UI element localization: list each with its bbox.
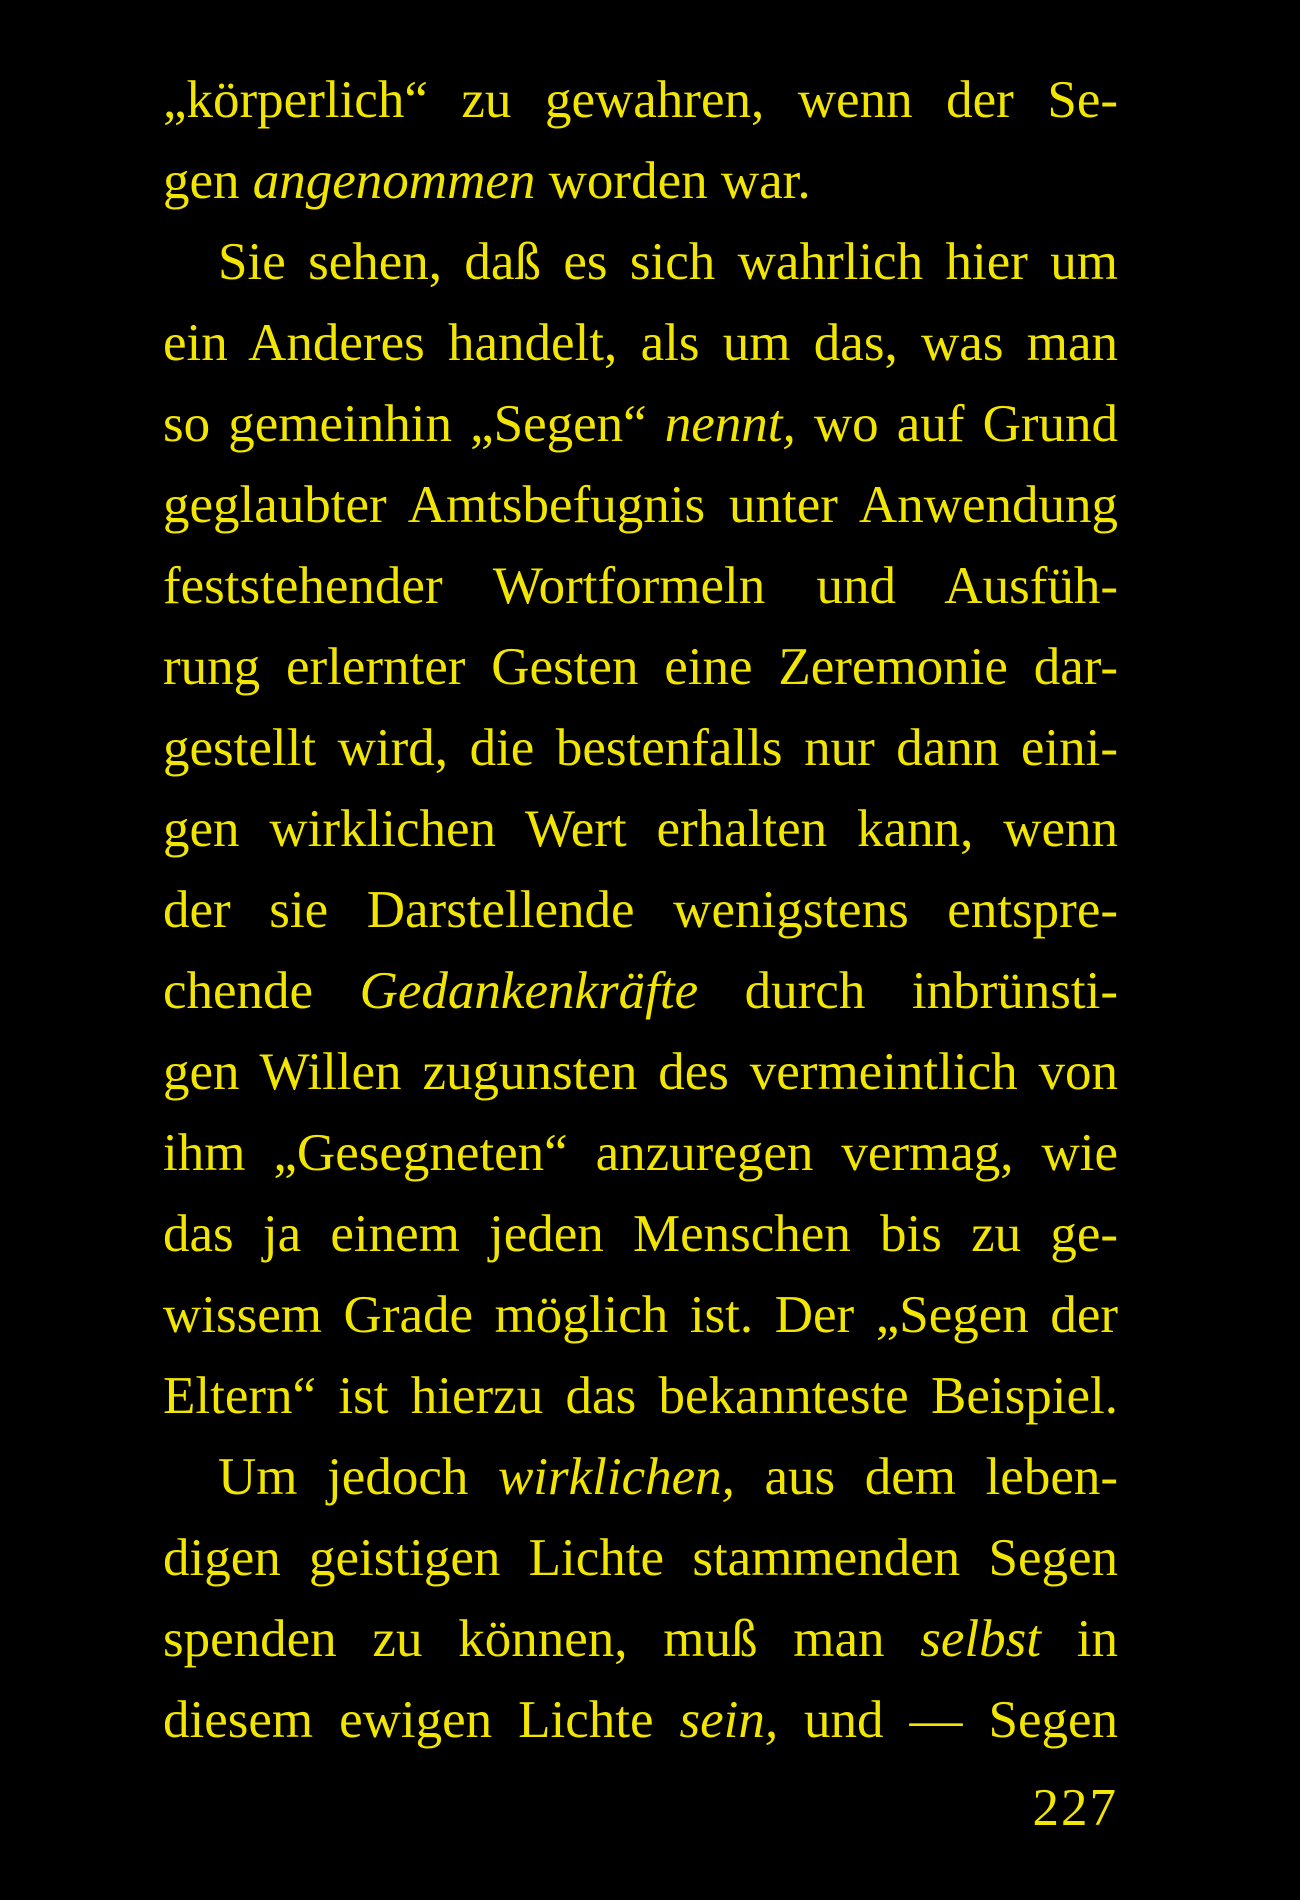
text-segment: wo auf Grund bbox=[795, 395, 1119, 453]
text-segment: rung erlernter Gesten eine Zeremonie dar- bbox=[163, 638, 1118, 696]
text-line bbox=[163, 627, 1118, 708]
text-segment: geglaubter Amtsbefugnis unter Anwendung bbox=[163, 476, 1118, 534]
italic-text-segment: nennt, bbox=[664, 395, 796, 453]
text-line bbox=[163, 1599, 1118, 1680]
text-segment: worden war. bbox=[535, 152, 811, 210]
text-line bbox=[163, 1275, 1118, 1356]
text-segment: chende bbox=[163, 962, 360, 1020]
text-segment: Eltern“ ist hierzu das bekannteste Beispiel. bbox=[163, 1367, 1118, 1425]
text-segment: gen bbox=[163, 152, 253, 210]
text-line bbox=[163, 1356, 1118, 1437]
italic-text-segment: angenommen bbox=[252, 152, 536, 210]
text-line bbox=[163, 384, 1118, 465]
text-line bbox=[163, 708, 1118, 789]
text-line bbox=[163, 1032, 1118, 1113]
text-line bbox=[163, 951, 1118, 1032]
text-line bbox=[163, 1194, 1118, 1275]
text-segment: ihm „Gesegneten“ anzuregen vermag, wie bbox=[163, 1124, 1118, 1182]
text-segment: durch inbrünsti- bbox=[698, 962, 1118, 1020]
text-segment: wissem Grade möglich ist. Der „Segen der bbox=[163, 1286, 1118, 1344]
text-segment: gen wirklichen Wert erhalten kann, wenn bbox=[163, 800, 1118, 858]
text-segment: spenden zu können, muß man bbox=[163, 1610, 921, 1668]
page-number: 227 bbox=[1032, 1779, 1118, 1837]
text-line bbox=[163, 141, 1118, 222]
text-line bbox=[163, 60, 1118, 141]
text-segment: gen Willen zugunsten des vermeintlich von bbox=[163, 1043, 1118, 1101]
text-line bbox=[163, 1113, 1118, 1194]
italic-text-segment: Gedankenkräfte bbox=[359, 962, 699, 1020]
text-segment: diesem ewigen Lichte bbox=[163, 1691, 680, 1749]
text-line bbox=[163, 1518, 1118, 1599]
text-segment: ein Anderes handelt, als um das, was man bbox=[163, 314, 1118, 372]
italic-text-segment: wirklichen, bbox=[497, 1448, 735, 1506]
italic-text-segment: sein, bbox=[679, 1691, 779, 1749]
text-line bbox=[163, 870, 1118, 951]
text-segment: der sie Darstellende wenigstens entspre- bbox=[163, 881, 1118, 939]
text-line bbox=[163, 1437, 1118, 1518]
italic-text-segment: selbst bbox=[920, 1610, 1041, 1668]
text-segment: in bbox=[1041, 1610, 1118, 1668]
text-line bbox=[163, 465, 1118, 546]
text-line bbox=[163, 303, 1118, 384]
text-segment: gestellt wird, die bestenfalls nur dann eini- bbox=[163, 719, 1118, 777]
text-line bbox=[163, 789, 1118, 870]
body-text bbox=[163, 60, 1118, 1761]
text-segment: digen geistigen Lichte stammenden Segen bbox=[163, 1529, 1118, 1587]
text-segment: Um jedoch bbox=[218, 1448, 498, 1506]
text-segment: Sie sehen, daß es sich wahrlich hier um bbox=[218, 233, 1118, 291]
text-line bbox=[163, 222, 1118, 303]
text-line bbox=[163, 1680, 1118, 1761]
text-segment: und — Segen bbox=[778, 1691, 1119, 1749]
text-segment: das ja einem jeden Menschen bis zu ge- bbox=[163, 1205, 1118, 1263]
text-segment: „körperlich“ zu gewahren, wenn der Se- bbox=[163, 71, 1118, 129]
text-segment: so gemeinhin „Segen“ bbox=[163, 395, 665, 453]
text-segment: feststehender Wortformeln und Ausfüh- bbox=[163, 557, 1118, 615]
text-line bbox=[163, 546, 1118, 627]
text-segment: aus dem leben- bbox=[734, 1448, 1118, 1506]
